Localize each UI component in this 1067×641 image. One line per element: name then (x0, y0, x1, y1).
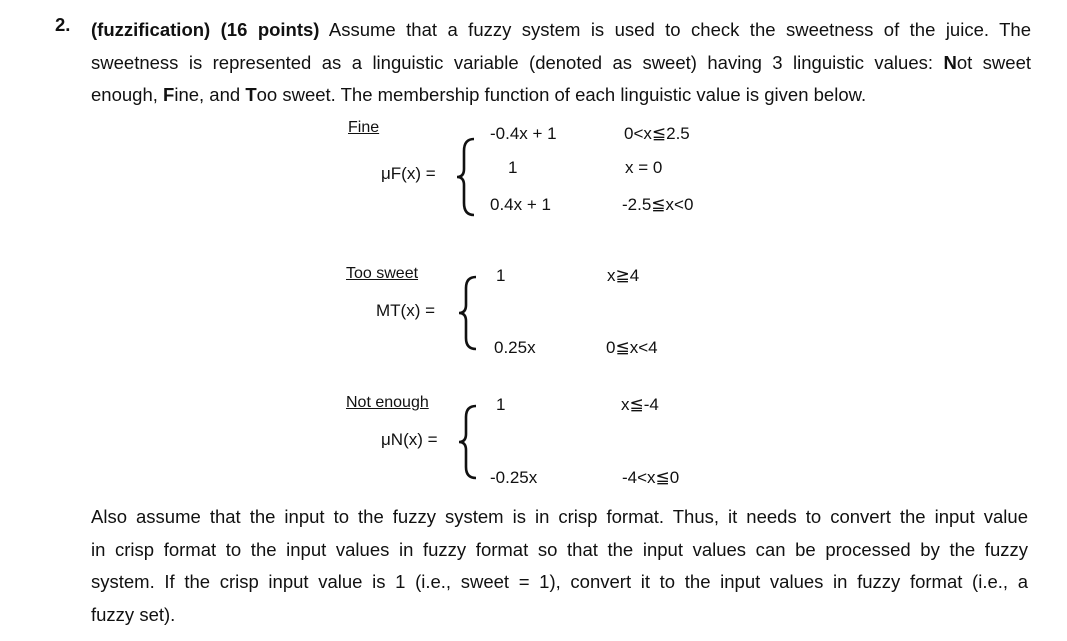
too-sweet-label: Too sweet (346, 265, 419, 282)
too-sweet-cond-2: 0≦x<4 (606, 338, 658, 357)
closing-line-2: in crisp format to the input values in fuzzy format so that the input values can be processed by the fuzzy (91, 538, 1028, 560)
fine-cond-2: x = 0 (625, 158, 663, 177)
fine-expr-2: 1 (508, 158, 518, 177)
fine-expr-1: -0.4x + 1 (490, 124, 557, 143)
too-sweet-lhs: MT(x) = (376, 301, 436, 320)
closing-line-1: Also assume that the input to the fuzzy system is in crisp format. Thus, it needs to convert the input value (91, 506, 1028, 527)
closing-paragraph (91, 501, 1028, 631)
question-header: (fuzzification) (16 points) (91, 19, 320, 40)
fine-cond-3: -2.5≦x<0 (622, 195, 694, 214)
not-enough-cond-2: -4<x≦0 (622, 468, 680, 487)
too-sweet-brace (456, 275, 482, 351)
too-sweet-expr-2: 0.25x (494, 338, 536, 357)
fine-expr-3: 0.4x + 1 (490, 195, 551, 214)
fine-brace (454, 137, 480, 217)
not-enough-brace (456, 404, 482, 480)
fine-label: Fine (348, 119, 380, 136)
intro-paragraph (91, 14, 1031, 112)
intro-line-3: enough, Fine, and Too sweet. The membership function of each linguistic value is given below. (91, 84, 867, 105)
not-enough-expr-1: 1 (496, 395, 506, 414)
intro-line-1: (fuzzification) (16 points) Assume that a fuzzy system is used to check the sweetness of the juice. The (91, 19, 1031, 40)
too-sweet-expr-1: 1 (496, 266, 506, 285)
too-sweet-cond-1: x≧4 (607, 266, 640, 285)
not-enough-label: Not enough (346, 394, 429, 411)
fine-cond-1: 0<x≦2.5 (624, 124, 690, 143)
question-number: 2. (55, 14, 71, 35)
intro-line-2: sweetness is represented as a linguistic variable (denoted as sweet) having 3 linguistic values: Not sweet (91, 51, 1031, 73)
not-enough-expr-2: -0.25x (490, 468, 538, 487)
closing-line-4: fuzzy set). (91, 603, 176, 625)
not-enough-lhs: μN(x) = (381, 430, 438, 449)
fine-lhs: μF(x) = (381, 164, 436, 183)
not-enough-cond-1: x≦-4 (621, 395, 659, 414)
closing-line-3: system. If the crisp input value is 1 (i.e., sweet = 1), convert it to the input values in fuzzy format (i.e., a (91, 571, 1028, 592)
